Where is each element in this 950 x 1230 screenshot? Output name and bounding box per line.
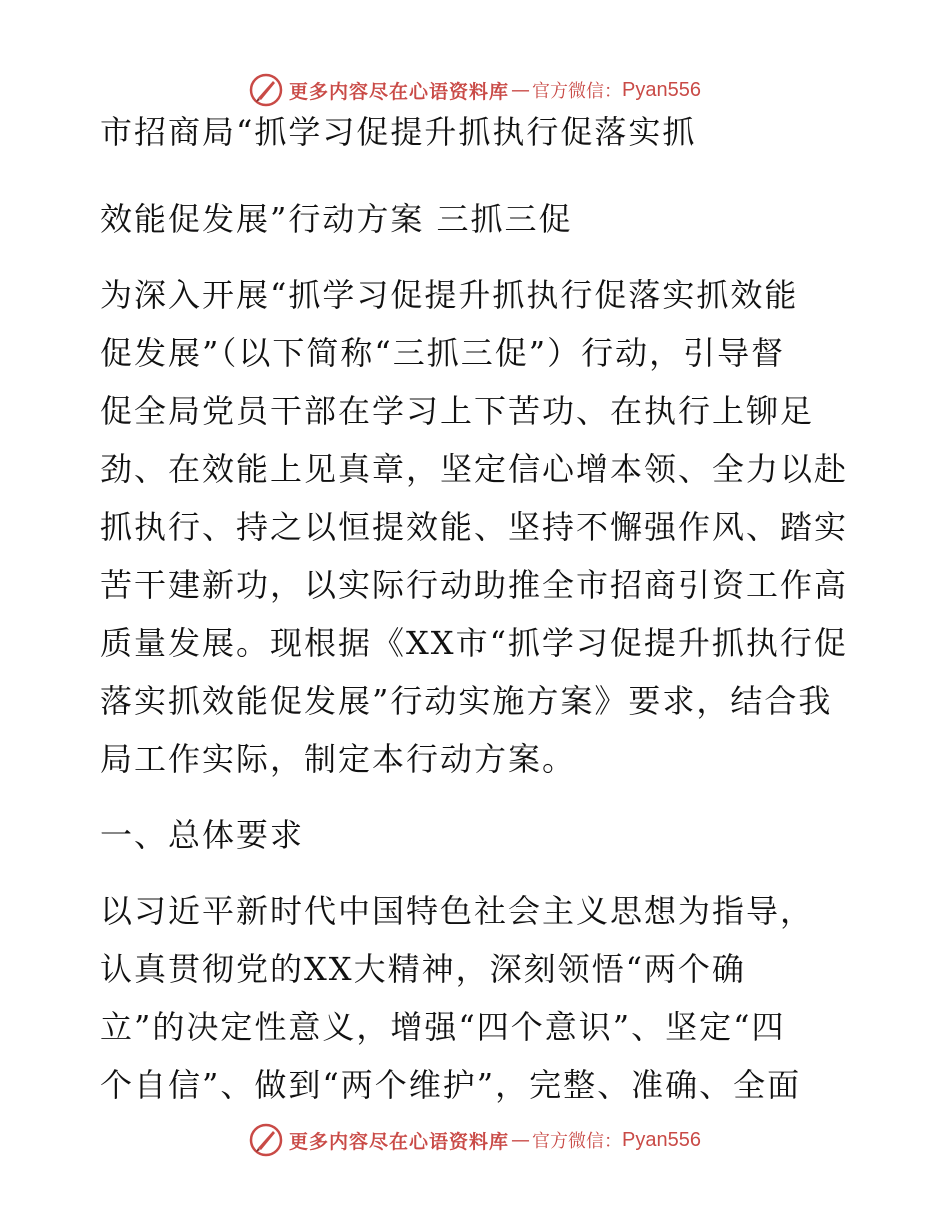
- quill-logo-icon: [249, 1123, 283, 1157]
- header-banner: [0, 70, 950, 110]
- paragraph-line: 以习近平新时代中国特色社会主义思想为指导，: [100, 892, 815, 930]
- paragraph-line: 为深入开展“抓学习促提升抓执行促落实抓效能: [100, 276, 799, 314]
- paragraph-line: 落实抓效能促发展”行动实施方案》要求，结合我: [100, 682, 833, 720]
- footer-banner: [0, 1120, 950, 1160]
- wechat-label: 官方微信：: [532, 1131, 623, 1152]
- paragraph-line: 局工作实际，制定本行动方案。: [100, 740, 577, 778]
- paragraph-line: 认真贯彻党的XX大精神，深刻领悟“两个确: [100, 950, 746, 988]
- paragraph-line: 苦干建新功，以实际行动助推全市招商引资工作高: [100, 566, 849, 604]
- title-line-1: 市招商局“抓学习促提升抓执行促落实抓: [100, 113, 697, 151]
- paragraph-line: 抓执行、持之以恒提效能、坚持不懈强作风、踏实: [100, 508, 849, 546]
- banner-dash: —: [511, 79, 531, 101]
- paragraph-line: 质量发展。现根据《XX市“抓学习促提升抓执行促: [100, 624, 848, 662]
- paragraph-line: 个自信”、做到“两个维护”，完整、准确、全面: [100, 1066, 802, 1104]
- paragraph-line: 劲、在效能上见真章，坚定信心增本领、全力以赴: [100, 450, 849, 488]
- section-heading: 一、总体要求: [100, 816, 305, 854]
- banner-text: 更多内容尽在心语资料库: [289, 80, 510, 103]
- wechat-label: 官方微信：: [532, 81, 623, 102]
- wechat-id: Pyan556: [622, 78, 701, 101]
- title-line-2: 效能促发展”行动方案 三抓三促: [100, 200, 573, 238]
- paragraph-line: 立”的决定性意义，增强“四个意识”、坚定“四: [100, 1008, 786, 1046]
- banner-dash: —: [511, 1129, 531, 1151]
- wechat-id: Pyan556: [622, 1128, 701, 1151]
- paragraph-line: 促全局党员干部在学习上下苦功、在执行上铆足: [100, 392, 815, 430]
- banner-text: 更多内容尽在心语资料库: [289, 1130, 510, 1153]
- quill-logo-icon: [249, 73, 283, 107]
- paragraph-line: 促发展”（以下简称“三抓三促”）行动，引导督: [100, 334, 786, 372]
